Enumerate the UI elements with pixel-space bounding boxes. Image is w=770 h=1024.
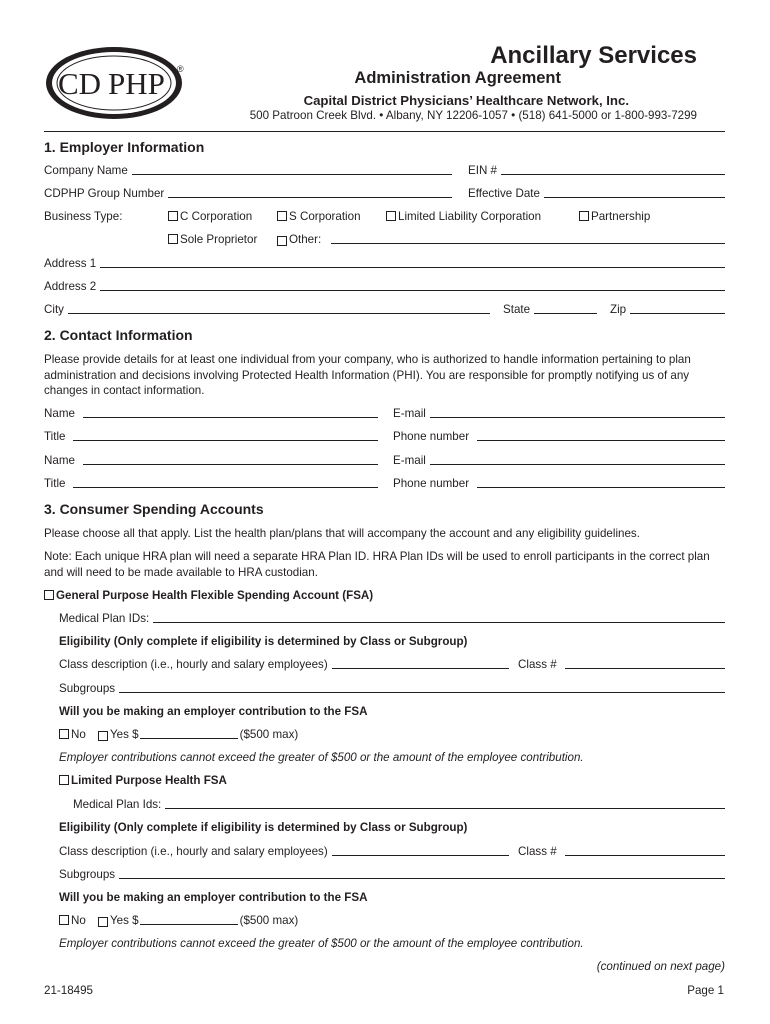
class-description-field-2[interactable]: [59, 845, 509, 858]
logo-text-left: CD: [58, 66, 102, 101]
address1-field[interactable]: [44, 257, 725, 270]
contribution-yes-label-2: Yes $: [110, 914, 139, 927]
class-number-field-2[interactable]: [518, 845, 725, 858]
contact2-name-line[interactable]: [83, 463, 378, 465]
city-field[interactable]: [44, 303, 490, 316]
contribution-amount-line-1[interactable]: [140, 737, 238, 739]
sole-proprietor-label: Sole Proprietor: [180, 233, 258, 246]
contribution-yes-field-1[interactable]: [98, 728, 308, 741]
medical-plan-ids-label-2: Medical Plan Ids:: [73, 798, 162, 811]
contact2-phone-line[interactable]: [477, 486, 725, 488]
class-number-line-2[interactable]: [565, 854, 725, 856]
contribution-no-option-1[interactable]: [59, 728, 86, 742]
zip-field[interactable]: [610, 303, 725, 316]
contribution-yes-checkbox-2[interactable]: [98, 917, 108, 927]
class-number-label-2: Class #: [518, 845, 557, 858]
group-number-line[interactable]: [168, 196, 452, 198]
contact2-name-label: Name: [44, 454, 75, 467]
llc-checkbox[interactable]: [386, 211, 396, 221]
contact1-phone-label: Phone number: [393, 430, 470, 443]
page-number: Page 1: [687, 984, 724, 997]
llc-option[interactable]: [386, 210, 541, 224]
contribution-amount-line-2[interactable]: [140, 923, 238, 925]
ein-line[interactable]: [501, 173, 725, 175]
business-type-label: Business Type:: [44, 210, 123, 223]
effective-date-field[interactable]: [468, 187, 725, 200]
contact2-title-field[interactable]: [44, 477, 378, 490]
address2-line[interactable]: [100, 289, 725, 291]
other-field[interactable]: [277, 233, 725, 246]
subgroups-line-1[interactable]: [119, 691, 725, 693]
address1-line[interactable]: [100, 266, 725, 268]
llc-label: Limited Liability Corporation: [398, 210, 542, 223]
contact1-name-field[interactable]: [44, 407, 378, 420]
class-number-line-1[interactable]: [565, 667, 725, 669]
class-description-field-1[interactable]: [59, 658, 509, 671]
effective-date-label: Effective Date: [468, 187, 540, 200]
logo-registered: ®: [177, 64, 184, 74]
subgroups-field-2[interactable]: [59, 868, 725, 881]
hra-note: Note: Each unique HRA plan will need a separate HRA Plan ID. HRA Plan IDs will be used to enroll participants in the correct plan and will need to be made available to HRA custodian.: [44, 550, 710, 579]
section-heading-spending: 3. Consumer Spending Accounts: [44, 501, 264, 517]
contact2-title-label: Title: [44, 477, 66, 490]
contribution-question-1: Will you be making an employer contribution to the FSA: [59, 705, 368, 718]
state-field[interactable]: [503, 303, 597, 316]
subgroups-label-2: Subgroups: [59, 868, 116, 881]
eligibility-heading-1: Eligibility (Only complete if eligibility is determined by Class or Subgroup): [59, 635, 468, 648]
subgroups-field-1[interactable]: [59, 682, 725, 695]
contribution-no-checkbox-1[interactable]: [59, 729, 69, 739]
class-description-line-2[interactable]: [332, 854, 509, 856]
medical-plan-ids-line[interactable]: [153, 621, 725, 623]
medical-plan-ids-label: Medical Plan IDs:: [59, 612, 150, 625]
other-checkbox[interactable]: [277, 236, 287, 246]
contribution-note-1: Employer contributions cannot exceed the greater of $500 or the amount of the employee contribution.: [59, 751, 584, 764]
organization-name: Capital District Physicians’ Healthcare Network, Inc.: [303, 93, 629, 108]
general-fsa-option[interactable]: [44, 589, 373, 603]
sole-proprietor-option[interactable]: [168, 233, 257, 247]
limited-fsa-option[interactable]: [59, 774, 227, 788]
contact2-name-field[interactable]: [44, 454, 378, 467]
company-name-line[interactable]: [132, 173, 452, 175]
section-heading-contact: 2. Contact Information: [44, 327, 193, 343]
contact1-phone-field[interactable]: [393, 430, 725, 443]
contribution-no-checkbox-2[interactable]: [59, 915, 69, 925]
contact1-title-label: Title: [44, 430, 66, 443]
divider: [44, 131, 725, 132]
contact2-title-line[interactable]: [73, 486, 378, 488]
logo-text-right: PHP: [108, 66, 165, 101]
effective-date-line[interactable]: [544, 196, 725, 198]
zip-label: Zip: [610, 303, 627, 316]
contact1-name-label: Name: [44, 407, 75, 420]
contact2-email-label: E-mail: [393, 454, 426, 467]
spending-intro: Please choose all that apply. List the health plan/plans that will accompany the account and any eligibility guidelines.: [44, 527, 640, 540]
other-line[interactable]: [331, 242, 725, 244]
state-label: State: [503, 303, 531, 316]
c-corporation-label: C Corporation: [180, 210, 253, 223]
eligibility-heading-2: Eligibility (Only complete if eligibility is determined by Class or Subgroup): [59, 821, 468, 834]
contact1-phone-line[interactable]: [477, 439, 725, 441]
contribution-note-2: Employer contributions cannot exceed the greater of $500 or the amount of the employee contribution.: [59, 937, 584, 950]
contribution-question-2: Will you be making an employer contribution to the FSA: [59, 891, 368, 904]
contribution-max-label-2: ($500 max): [239, 914, 299, 927]
s-corporation-label: S Corporation: [289, 210, 361, 223]
other-label: Other:: [289, 233, 322, 246]
form-number: 21-18495: [44, 984, 93, 997]
partnership-checkbox[interactable]: [579, 211, 589, 221]
class-description-label-1: Class description (i.e., hourly and salary employees): [59, 658, 328, 671]
company-name-field[interactable]: [44, 164, 452, 177]
zip-line[interactable]: [630, 312, 725, 314]
address2-label: Address 2: [44, 280, 97, 293]
page-title: Ancillary Services: [490, 42, 697, 69]
sole-proprietor-checkbox[interactable]: [168, 234, 178, 244]
s-corporation-option[interactable]: [277, 210, 361, 224]
contribution-yes-checkbox-1[interactable]: [98, 731, 108, 741]
subgroups-line-2[interactable]: [119, 877, 725, 879]
contribution-no-label-2: No: [71, 914, 86, 927]
partnership-option[interactable]: [579, 210, 650, 224]
ein-field[interactable]: [468, 164, 725, 177]
group-number-field[interactable]: [44, 187, 452, 200]
c-corporation-checkbox[interactable]: [168, 211, 178, 221]
contact1-name-line[interactable]: [83, 416, 378, 418]
limited-fsa-label: Limited Purpose Health FSA: [71, 774, 227, 787]
contact1-title-line[interactable]: [73, 439, 378, 441]
contact1-email-field[interactable]: [393, 407, 725, 420]
contribution-no-option-2[interactable]: [59, 914, 86, 928]
address1-label: Address 1: [44, 257, 97, 270]
general-fsa-label: General Purpose Health Flexible Spending Account (FSA): [56, 589, 374, 602]
contact2-phone-label: Phone number: [393, 477, 470, 490]
class-number-label-1: Class #: [518, 658, 557, 671]
s-corporation-checkbox[interactable]: [277, 211, 287, 221]
medical-plan-ids-field[interactable]: [59, 612, 725, 625]
limited-fsa-checkbox[interactable]: [59, 775, 69, 785]
address2-field[interactable]: [44, 280, 725, 293]
page-subtitle: Administration Agreement: [354, 69, 561, 87]
class-number-field-1[interactable]: [518, 658, 725, 671]
contact2-phone-field[interactable]: [393, 477, 725, 490]
state-line[interactable]: [534, 312, 597, 314]
medical-plan-ids-line-2[interactable]: [165, 807, 725, 809]
continued-note: (continued on next page): [596, 960, 725, 973]
city-label: City: [44, 303, 64, 316]
contribution-yes-label-1: Yes $: [110, 728, 139, 741]
section-heading-employer: 1. Employer Information: [44, 139, 205, 155]
class-description-label-2: Class description (i.e., hourly and salary employees): [59, 845, 328, 858]
company-name-label: Company Name: [44, 164, 128, 177]
contribution-max-label-1: ($500 max): [239, 728, 299, 741]
medical-plan-ids-field-2[interactable]: [73, 798, 725, 811]
organization-address: 500 Patroon Creek Blvd. • Albany, NY 12206-1057 • (518) 641-5000 or 1-800-993-7299: [249, 109, 697, 122]
contact-intro: Please provide details for at least one individual from your company, who is authorized to handle information pertaining to plan administration and decisions involving Protected Health Information (PHI). You are responsible for promptly notifying us of any changes in contact information.: [44, 353, 691, 397]
subgroups-label-1: Subgroups: [59, 682, 116, 695]
ein-label: EIN #: [468, 164, 497, 177]
contact1-email-label: E-mail: [393, 407, 426, 420]
contribution-no-label-1: No: [71, 728, 86, 741]
contact2-email-line[interactable]: [430, 463, 725, 465]
city-line[interactable]: [68, 312, 490, 314]
contact1-title-field[interactable]: [44, 430, 378, 443]
c-corporation-option[interactable]: [168, 210, 252, 224]
general-fsa-checkbox[interactable]: [44, 590, 54, 600]
group-number-label: CDPHP Group Number: [44, 187, 165, 200]
partnership-label: Partnership: [591, 210, 651, 223]
contact1-email-line[interactable]: [430, 416, 725, 418]
class-description-line-1[interactable]: [332, 667, 509, 669]
contribution-yes-field-2[interactable]: [98, 914, 308, 927]
contact2-email-field[interactable]: [393, 454, 725, 467]
